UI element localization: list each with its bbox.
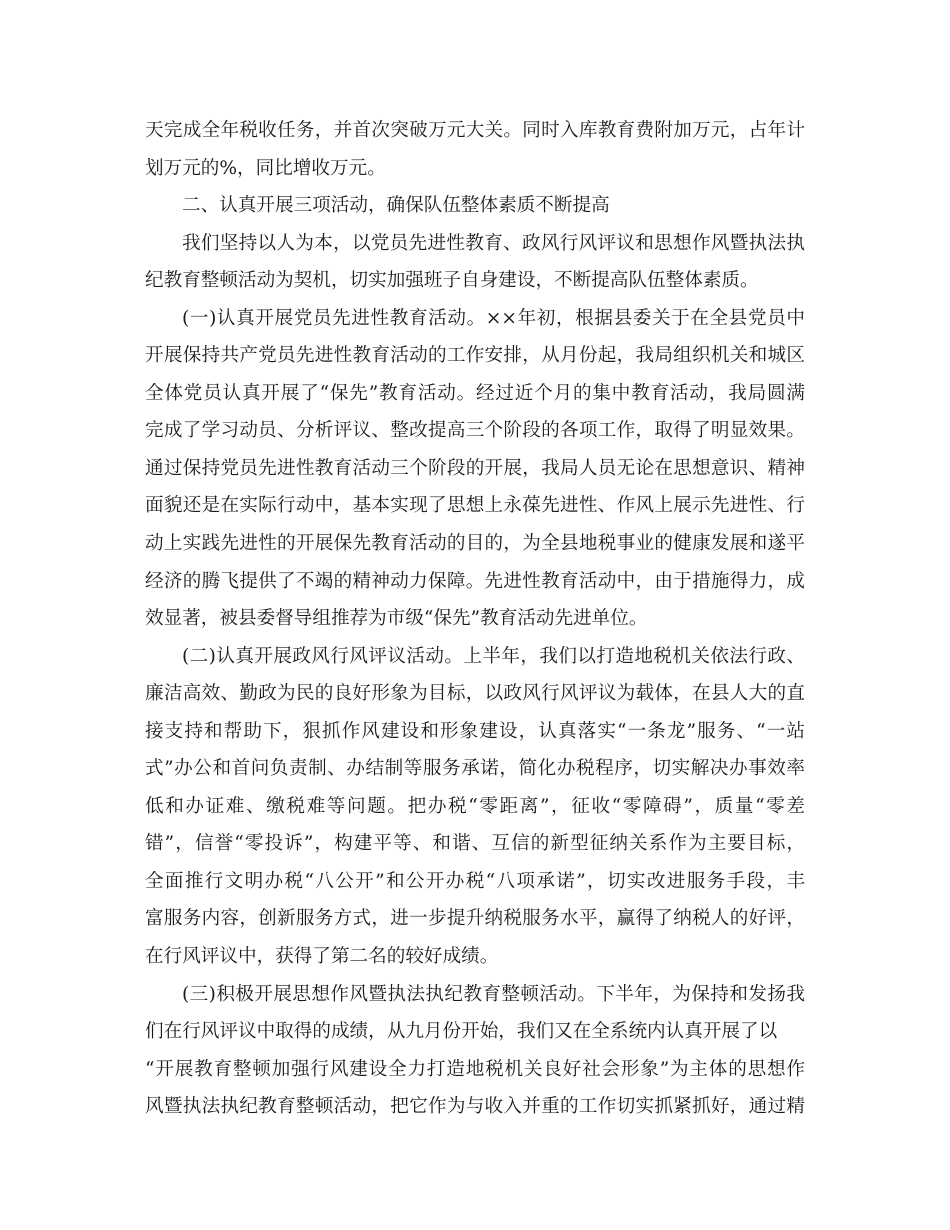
paragraph-line: 全体党员认真开展了“保先”教育活动。经过近个月的集中教育活动，我局圆满 bbox=[145, 382, 805, 404]
paragraph-line: 天完成全年税收任务，并首次突破万元大关。同时入库教育费附加万元，占年计 bbox=[145, 120, 805, 141]
paragraph-line: (二)认真开展政风行风评议活动。上半年，我们以打造地税机关依法行政、 bbox=[182, 645, 805, 667]
section-heading: 二、认真开展三项活动，确保队伍整体素质不断提高 bbox=[182, 195, 610, 217]
paragraph-line: 们在行风评议中取得的成绩，从九月份开始，我们又在全系统内认真开展了以 bbox=[145, 1021, 778, 1043]
paragraph-line: 经济的腾飞提供了不竭的精神动力保障。先进性教育活动中，由于措施得力，成 bbox=[145, 570, 805, 592]
paragraph-line: 我们坚持以人为本，以党员先进性教育、政风行风评议和思想作风暨执法执 bbox=[182, 232, 805, 254]
paragraph-line: “开展教育整顿加强行风建设全力打造地税机关良好社会形象”为主体的思想作 bbox=[145, 1058, 805, 1080]
document-page bbox=[145, 112, 805, 1126]
paragraph-line: 接支持和帮助下，狠抓作风建设和形象建设，认真落实“一条龙”服务、“一站 bbox=[145, 720, 805, 742]
paragraph-line: 错”，信誉“零投诉”，构建平等、和谐、互信的新型征纳关系作为主要目标， bbox=[145, 833, 805, 855]
paragraph-line: 面貌还是在实际行动中，基本实现了思想上永葆先进性、作风上展示先进性、行 bbox=[145, 495, 805, 517]
paragraph-line: (一)认真开展党员先进性教育活动。××年初，根据县委关于在全县党员中 bbox=[182, 307, 805, 329]
paragraph-line: 低和办证难、缴税难等问题。把办税“零距离”，征收“零障碍”，质量“零差 bbox=[145, 795, 805, 817]
paragraph-line: 风暨执法执纪教育整顿活动，把它作为与收入并重的工作切实抓紧抓好，通过精 bbox=[145, 1096, 805, 1118]
paragraph-line: 富服务内容，创新服务方式，进一步提升纳税服务水平，赢得了纳税人的好评， bbox=[145, 908, 805, 930]
paragraph-line: 完成了学习动员、分析评议、整改提高三个阶段的各项工作，取得了明显效果。 bbox=[145, 420, 805, 442]
paragraph-line: 全面推行文明办税“八公开”和公开办税“八项承诺”，切实改进服务手段，丰 bbox=[145, 870, 805, 892]
paragraph-line: (三)积极开展思想作风暨执法执纪教育整顿活动。下半年，为保持和发扬我 bbox=[182, 983, 805, 1005]
paragraph-line: 效显著，被县委督导组推荐为市级“保先”教育活动先进单位。 bbox=[145, 608, 648, 630]
paragraph-line: 纪教育整顿活动为契机，切实加强班子自身建设，不断提高队伍整体素质。 bbox=[145, 270, 759, 292]
paragraph-line: 开展保持共产党员先进性教育活动的工作安排，从月份起，我局组织机关和城区 bbox=[145, 345, 805, 367]
paragraph-line: 动上实践先进性的开展保先教育活动的目的，为全县地税事业的健康发展和遂平 bbox=[145, 533, 805, 555]
paragraph-line: 廉洁高效、勤政为民的良好形象为目标，以政风行风评议为载体，在县人大的直 bbox=[145, 683, 805, 705]
paragraph-line: 在行风评议中，获得了第二名的较好成绩。 bbox=[145, 946, 499, 968]
paragraph-line: 式”办公和首问负责制、办结制等服务承诺，简化办税程序，切实解决办事效率 bbox=[145, 758, 805, 780]
paragraph-line: 通过保持党员先进性教育活动三个阶段的开展，我局人员无论在思想意识、精神 bbox=[145, 457, 805, 479]
paragraph-line: 划万元的%，同比增收万元。 bbox=[145, 157, 386, 179]
